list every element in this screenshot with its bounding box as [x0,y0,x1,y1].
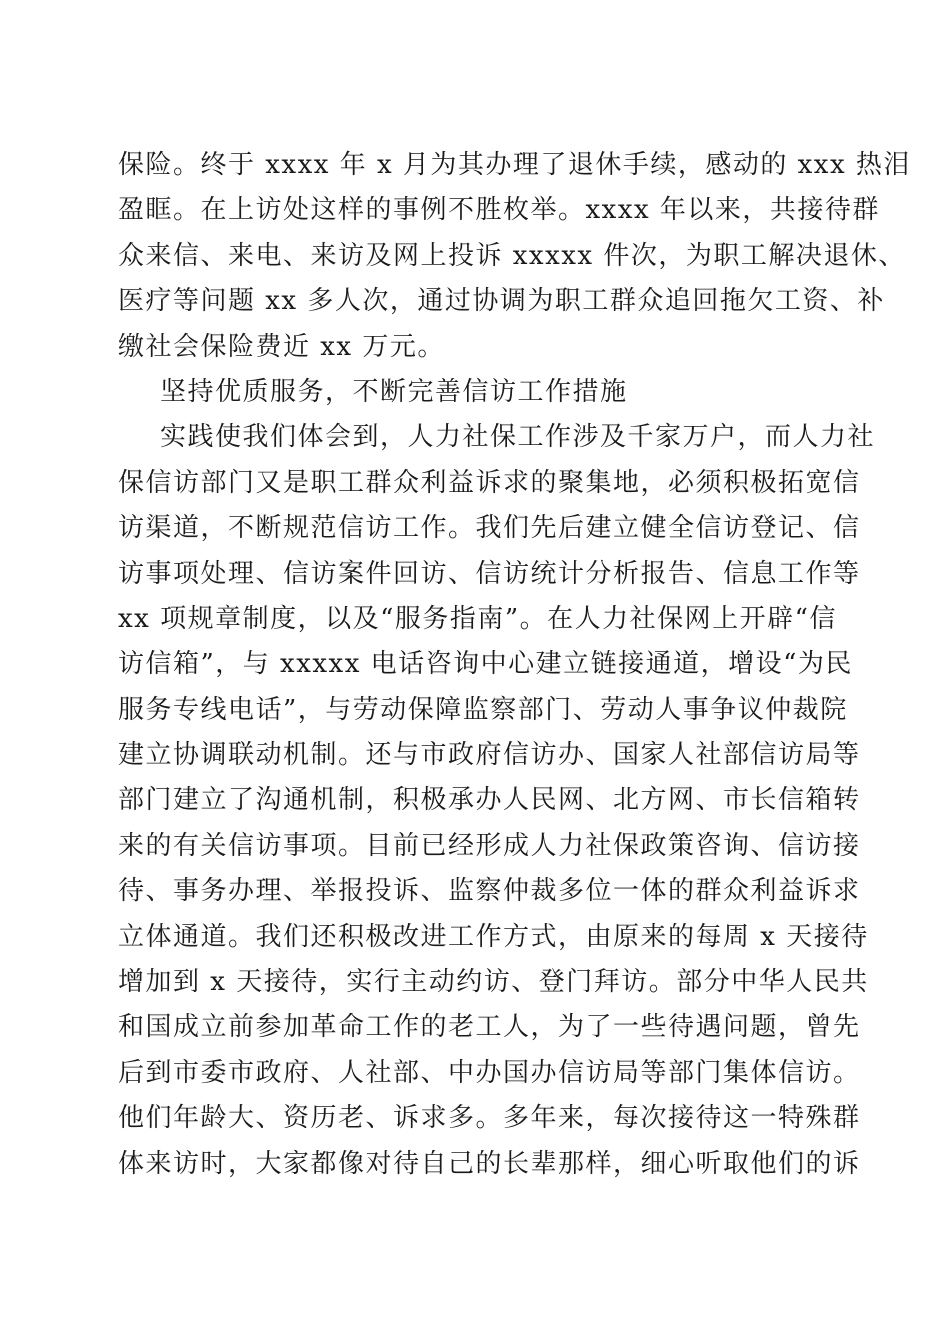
body-line: 医疗等问题 xx 多人次，通过协调为职工群众追回拖欠工资、补 [118,286,885,317]
body-line: 增加到 x 天接待，实行主动约访、登门拜访。部分中华人民共 [118,967,869,998]
body-line: 缴社会保险费近 xx 万元。 [118,331,445,362]
body-line: xx 项规章制度，以及“服务指南”。在人力社保网上开辟“信 [118,603,837,634]
body-line: 来的有关信访事项。目前已经形成人力社保政策咨询、信访接 [118,830,861,861]
body-line: 盈眶。在上访处这样的事例不胜枚举。xxxx 年以来，共接待群 [118,195,880,226]
body-line: 访信箱”，与 xxxxx 电话咨询中心建立链接通道，增设“为民 [118,649,853,680]
body-line: 访渠道，不断规范信访工作。我们先后建立健全信访登记、信 [118,513,861,544]
body-line: 访事项处理、信访案件回访、信访统计分析报告、信息工作等 [118,558,861,589]
body-line: 和国成立前参加革命工作的老工人，为了一些待遇问题，曾先 [118,1012,861,1043]
body-line: 部门建立了沟通机制，积极承办人民网、北方网、市长信箱转 [118,785,861,816]
document-body [118,143,911,1187]
body-line: 后到市委市政府、人社部、中办国办信访局等部门集体信访。 [118,1057,861,1088]
body-line: 建立协调联动机制。还与市政府信访办、国家人社部信访局等 [118,740,861,771]
body-line: 立体通道。我们还积极改进工作方式，由原来的每周 x 天接待 [118,921,869,952]
body-line: 实践使我们体会到，人力社保工作涉及千家万户，而人力社 [160,422,876,453]
body-line: 保信访部门又是职工群众利益诉求的聚集地，必须积极拓宽信 [118,467,861,498]
body-line: 服务专线电话”，与劳动保障监察部门、劳动人事争议仲裁院 [118,694,848,725]
body-line: 保险。终于 xxxx 年 x 月为其办理了退休手续，感动的 xxx 热泪 [118,150,911,180]
body-line: 众来信、来电、来访及网上投诉 xxxxx 件次，为职工解决退休、 [118,240,906,271]
body-line: 待、事务办理、举报投诉、监察仲裁多位一体的群众利益诉求 [118,876,861,907]
section-heading: 坚持优质服务，不断完善信访工作措施 [160,376,628,407]
body-line: 他们年龄大、资历老、诉求多。多年来，每次接待这一特殊群 [118,1103,861,1134]
body-line: 体来访时，大家都像对待自己的长辈那样，细心听取他们的诉 [118,1148,861,1179]
